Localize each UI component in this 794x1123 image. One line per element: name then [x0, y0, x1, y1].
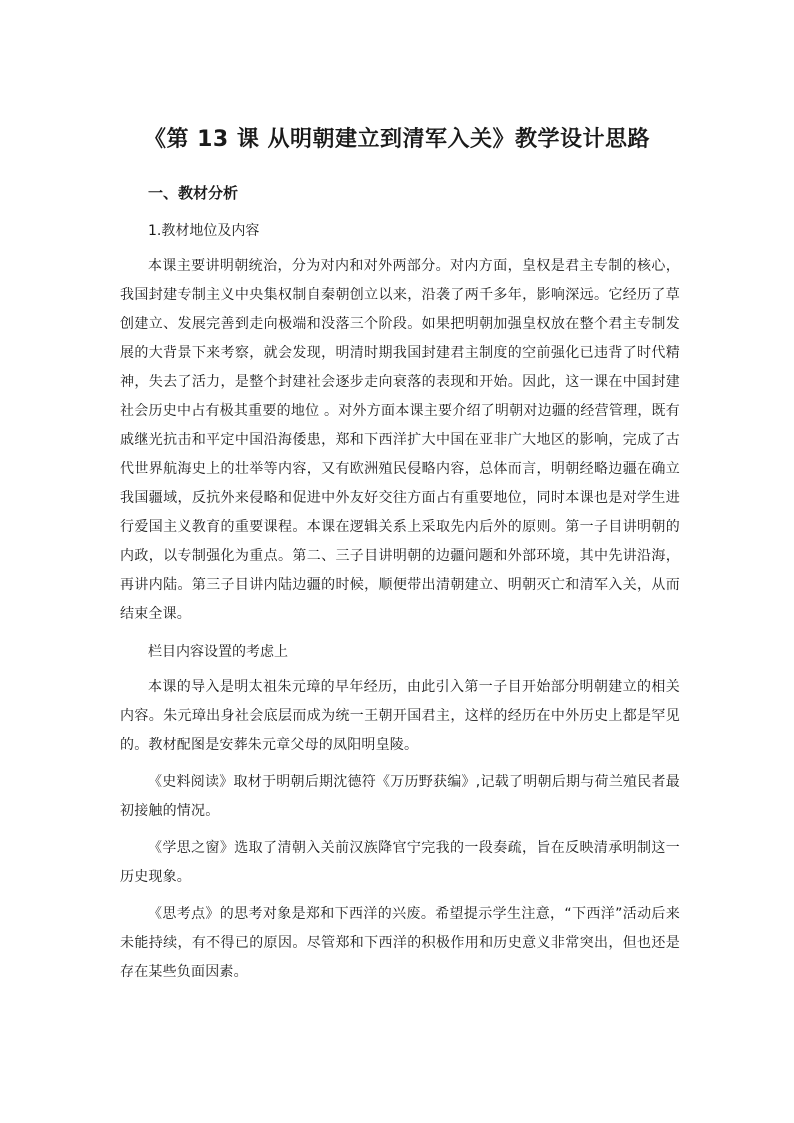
section-heading-textbook-analysis: 一、教材分析 — [148, 184, 239, 202]
paragraph-source-reading: 《史料阅读》取材于明朝后期沈德符《万历野获编》,记载了明朝后期与荷兰殖民者最初接触的情况。 — [120, 774, 680, 819]
document-title: 《第 13 课 从明朝建立到清军入关》教学设计思路 — [143, 127, 651, 152]
subsection-heading-position-content: 1.教材地位及内容 — [148, 223, 260, 239]
paragraph-introduction: 本课的导入是明太祖朱元璋的早年经历，由此引入第一子目开始部分明朝建立的相关内容。朱元璋出身社会底层而成为统一王朝开国君主，这样的经历在中外历史上都是罕见的。教材配图是安葬朱元章父母的凤阳明皇陵。 — [120, 679, 680, 753]
paragraph-thinking-window: 《学思之窗》选取了清朝入关前汉族降官宁完我的一段奏疏，旨在反映清承明制这一历史现象。 — [120, 840, 680, 885]
paragraph-lesson-overview: 本课主要讲明朝统治，分为对内和对外两部分。对内方面，皇权是君主专制的核心，我国封建专制主义中央集权制自秦朝创立以来，沿袭了两千多年，影响深远。它经历了草创建立、发展完善到走向极端和没落三个阶段。如果把明朝加强皇权放在整个君主专制发展的大背景下来考察，就会发现，明清时期我国封建君主制度的空前强化已违背了时代精神，失去了活力，是整个封建社会逐步走向衰落的表现和开始。因此，这一课在中国封建社会历史中占有极其重要的地位 。对外方面本课主要介绍了明朝对边疆的经营管理，既有戚继光抗击和平定中国沿海倭患，郑和下西洋扩大中国在亚非广大地区的影响，完成了古代世界航海史上的壮举等内容，又有欧洲殖民侵略内容，总体而言，明朝经略边疆在确立我国疆域，反抗外来侵略和促进中外友好交往方面占有重要地位，同时本课也是对学生进行爱国主义教育的重要课程。本课在逻辑关系上采取先内后外的原则。第一子目讲明朝的内政，以专制强化为重点。第二、三子目讲明朝的边疆问题和外部环境，其中先讲沿海，再讲内陆。第三子目讲内陆边疆的时候，顺便带出清朝建立、明朝灭亡和清军入关，从而结束全课。 — [120, 258, 680, 622]
document-body — [120, 178, 680, 987]
subsection-heading-column-design: 栏目内容设置的考虑上 — [148, 644, 288, 660]
paragraph-thinking-point: 《思考点》的思考对象是郑和下西洋的兴废。希望提示学生注意，“下西洋”活动后来未能持续，有不得已的原因。尽管郑和下西洋的积极作用和历史意义非常突出，但也还是存在某些负面因素。 — [120, 906, 680, 980]
